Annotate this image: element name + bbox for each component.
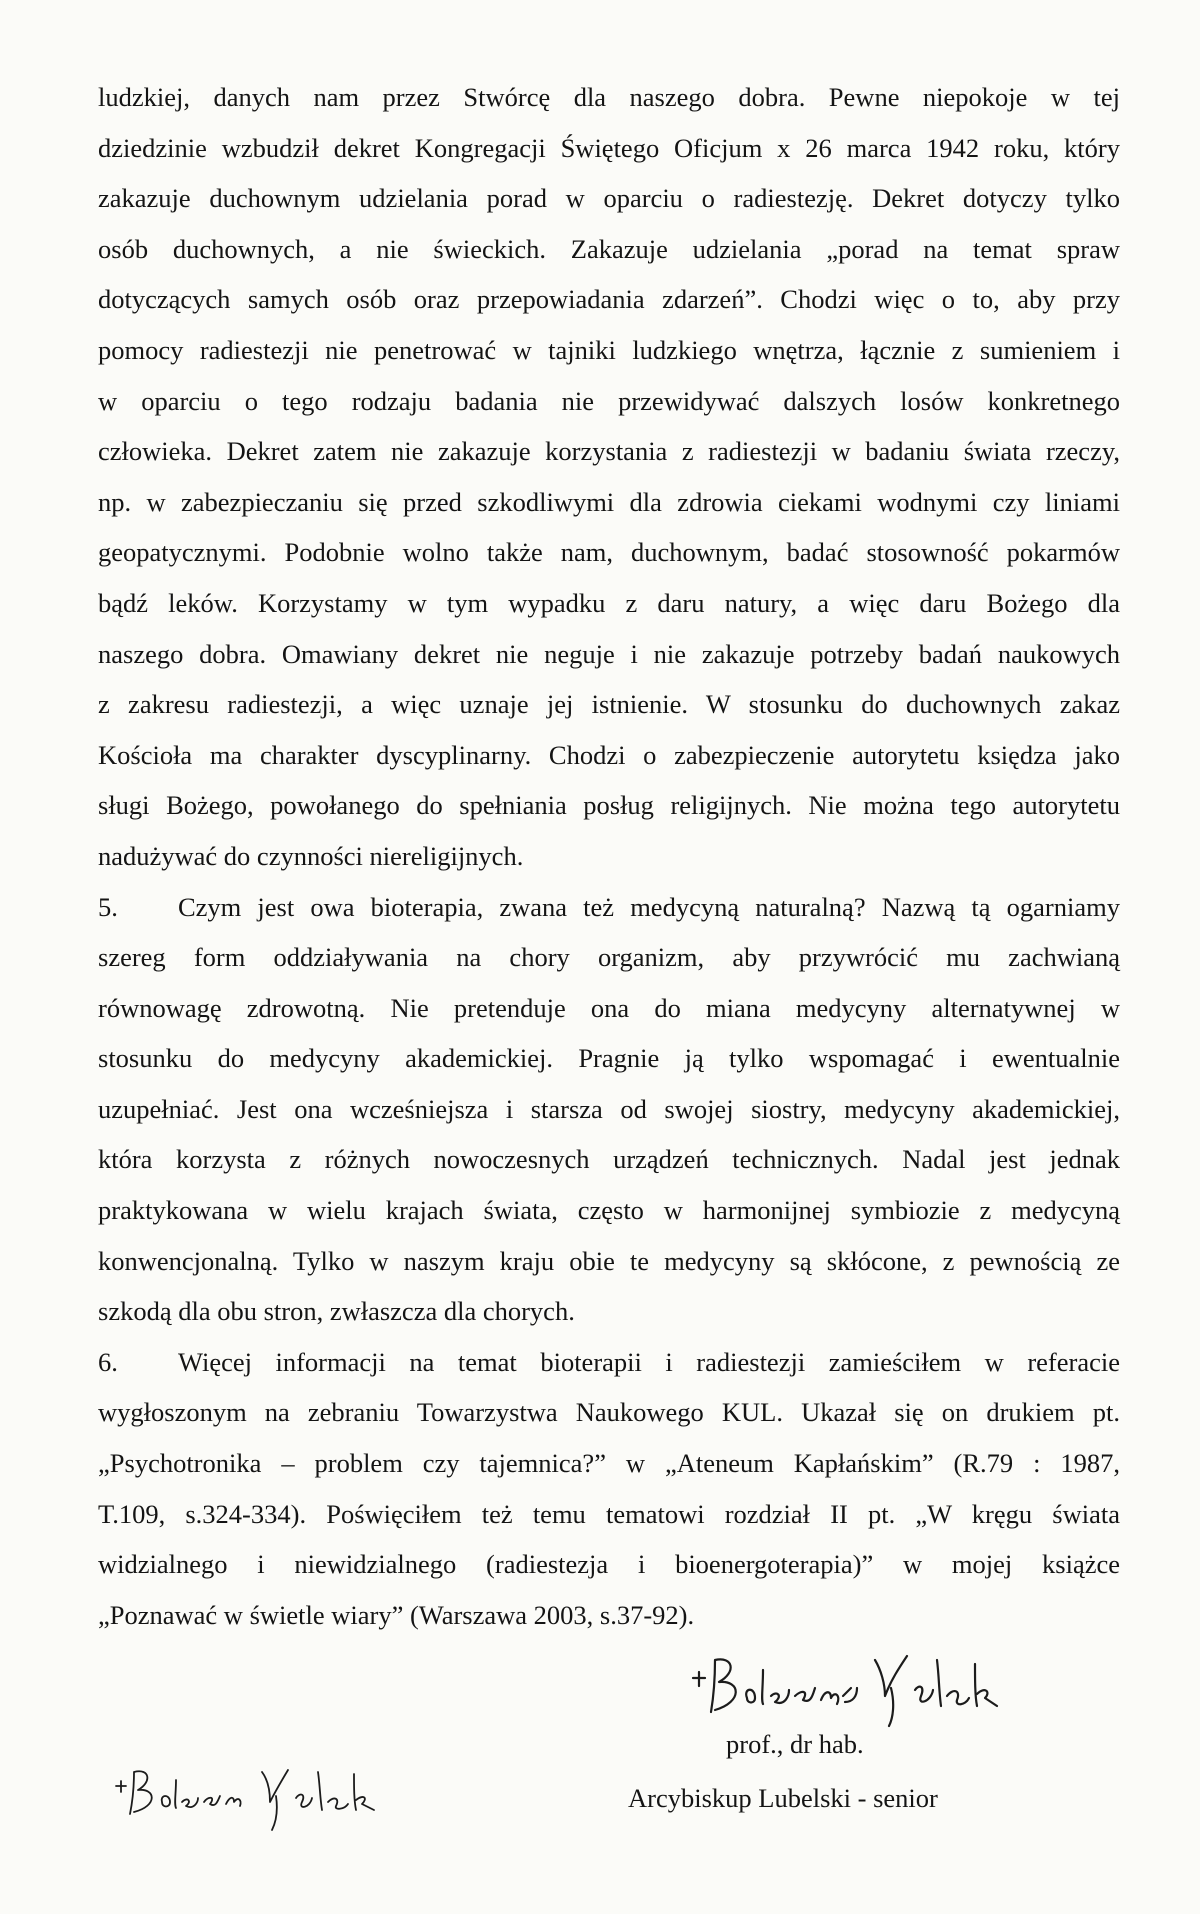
- text-line: sługi Bożego, powołanego do spełniania posług religijnych. Nie można tego autorytetu: [98, 790, 1120, 821]
- text-line: wygłoszonym na zebraniu Towarzystwa Naukowego KUL. Ukazał się on drukiem pt.: [98, 1397, 1120, 1428]
- text-line: „Psychotronika – problem czy tajemnica?” w „Ateneum Kapłańskim” (R.79 : 1987,: [98, 1448, 1120, 1479]
- text-line: praktykowana w wielu krajach świata, często w harmonijnej symbiozie z medycyną: [98, 1195, 1120, 1226]
- text-line: naszego dobra. Omawiany dekret nie neguje i nie zakazuje potrzeby badań naukowych: [98, 638, 1120, 669]
- text-line: pomocy radiestezji nie penetrować w tajniki ludzkiego wnętrza, łącznie z sumieniem i: [98, 334, 1120, 365]
- text-line: która korzysta z różnych nowoczesnych urządzeń technicznych. Nadal jest jednak: [98, 1144, 1120, 1175]
- text-line: widzialnego i niewidzialnego (radiestezja i bioenergoterapia)” w mojej książce: [98, 1549, 1120, 1580]
- section-number: 6.: [98, 1346, 118, 1377]
- text-line: T.109, s.324-334). Poświęciłem też temu tematowi rozdział II pt. „W kręgu świata: [98, 1498, 1120, 1529]
- text-line: dotyczących samych osób oraz przepowiadania zdarzeń”. Chodzi więc o to, aby przy: [98, 284, 1120, 315]
- text-line: geopatycznymi. Podobnie wolno także nam, duchownym, badać stosowność pokarmów: [98, 537, 1120, 568]
- text-line: osób duchownych, a nie świeckich. Zakazuje udzielania „porad na temat spraw: [98, 233, 1120, 264]
- signature-name: Arcybiskup Lubelski - senior: [628, 1783, 938, 1813]
- text-line: Kościoła ma charakter dyscyplinarny. Chodzi o zabezpieczenie autorytetu księdza jako: [98, 739, 1120, 770]
- section-6: [98, 1337, 1120, 1641]
- paragraph-intro: [98, 72, 1120, 882]
- handwritten-signature: [685, 1640, 1005, 1730]
- text-line: zakazuje duchownym udzielania porad w oparciu o radiestezję. Dekret dotyczy tylko: [98, 183, 1120, 214]
- document-body: [98, 72, 1120, 1640]
- text-line: szereg form oddziaływania na chory organizm, aby przywrócić mu zachwianą: [98, 942, 1120, 973]
- text-line: konwencjonalną. Tylko w naszym kraju obie te medycyny są skłócone, z pewnością ze: [98, 1245, 1120, 1276]
- section-5: [98, 882, 1120, 1337]
- text-line: „Poznawać w świetle wiary” (Warszawa 2003, s.37-92).: [98, 1599, 695, 1630]
- text-line: uzupełniać. Jest ona wcześniejsza i starsza od swojej siostry, medycyny akademickiej,: [98, 1093, 1120, 1124]
- signature-title: prof., dr hab.: [726, 1729, 864, 1759]
- text-line: z zakresu radiestezji, a więc uznaje jej istnienie. W stosunku do duchownych zakaz: [98, 689, 1120, 720]
- handwritten-signature-secondary: [112, 1758, 432, 1838]
- text-line: np. w zabezpieczaniu się przed szkodliwymi dla zdrowia ciekami wodnymi czy liniami: [98, 486, 1120, 517]
- section-number: 5.: [98, 891, 118, 922]
- text-line: Więcej informacji na temat bioterapii i radiestezji zamieściłem w referacie: [178, 1346, 1120, 1377]
- text-line: ludzkiej, danych nam przez Stwórcę dla naszego dobra. Pewne niepokoje w tej: [98, 82, 1120, 112]
- text-line: bądź leków. Korzystamy w tym wypadku z daru natury, a więc daru Bożego dla: [98, 587, 1120, 618]
- text-line: równowagę zdrowotną. Nie pretenduje ona do miana medycyny alternatywnej w: [98, 992, 1120, 1023]
- text-line: stosunku do medycyny akademickiej. Pragnie ją tylko wspomagać i ewentualnie: [98, 1043, 1120, 1074]
- text-line: człowieka. Dekret zatem nie zakazuje korzystania z radiestezji w badaniu świata rzeczy,: [98, 436, 1120, 467]
- text-line: szkodą dla obu stron, zwłaszcza dla chorych.: [98, 1296, 575, 1327]
- text-line: dziedzinie wzbudził dekret Kongregacji Świętego Oficjum x 26 marca 1942 roku, który: [98, 132, 1120, 163]
- text-line: nadużywać do czynności niereligijnych.: [98, 840, 524, 871]
- text-line: w oparciu o tego rodzaju badania nie przewidywać dalszych losów konkretnego: [98, 385, 1120, 416]
- text-line: Czym jest owa bioterapia, zwana też medycyną naturalną? Nazwą tą ogarniamy: [178, 891, 1120, 922]
